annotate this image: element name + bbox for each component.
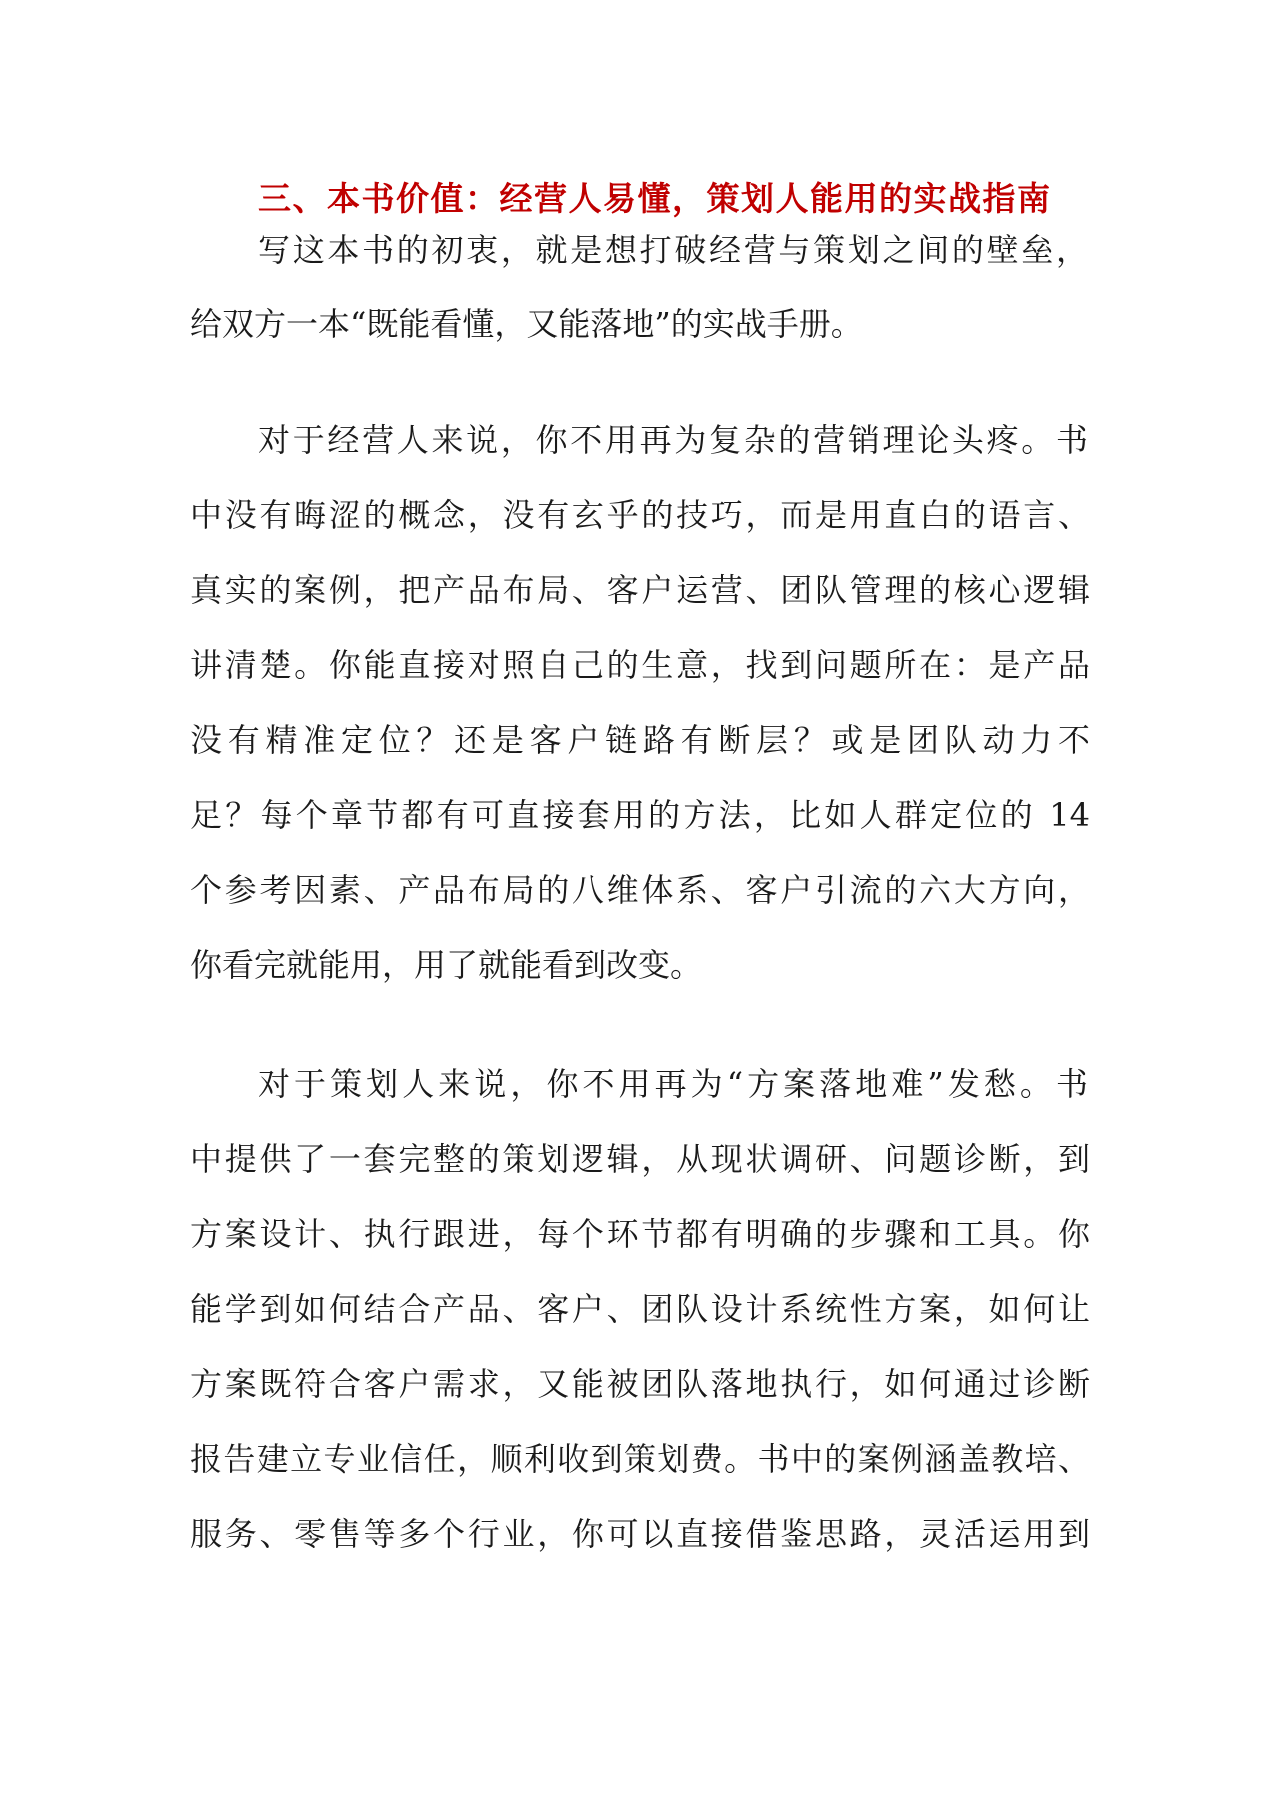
paragraph-3-line-7: 服务、零售等多个行业，你可以直接借鉴思路，灵活运用到 — [190, 1515, 1090, 1553]
paragraph-1-line-1: 写这本书的初衷，就是想打破经营与策划之间的壁垒， — [258, 231, 1088, 269]
paragraph-2-line-2: 中没有晦涩的概念，没有玄乎的技巧，而是用直白的语言、 — [190, 496, 1090, 534]
paragraph-3-line-3: 方案设计、执行跟进，每个环节都有明确的步骤和工具。你 — [190, 1215, 1090, 1253]
section-heading: 三、本书价值：经营人易懂，策划人能用的实战指南 — [258, 179, 1052, 218]
paragraph-2-line-5: 没有精准定位？还是客户链路有断层？或是团队动力不 — [190, 721, 1090, 759]
paragraph-3-line-2: 中提供了一套完整的策划逻辑，从现状调研、问题诊断，到 — [190, 1140, 1090, 1178]
paragraph-3-line-1: 对于策划人来说，你不用再为“方案落地难”发愁。书 — [258, 1065, 1088, 1103]
paragraph-2-line-3: 真实的案例，把产品布局、客户运营、团队管理的核心逻辑 — [190, 571, 1090, 609]
paragraph-1-line-2: 给双方一本“既能看懂，又能落地”的实战手册。 — [190, 305, 863, 343]
paragraph-3-line-4: 能学到如何结合产品、客户、团队设计系统性方案，如何让 — [190, 1290, 1090, 1328]
paragraph-3-line-6: 报告建立专业信任，顺利收到策划费。书中的案例涵盖教培、 — [190, 1440, 1090, 1478]
paragraph-2-line-7: 个参考因素、产品布局的八维体系、客户引流的六大方向， — [190, 871, 1090, 909]
paragraph-2-line-8: 你看完就能用，用了就能看到改变。 — [190, 946, 703, 984]
paragraph-2-line-1: 对于经营人来说，你不用再为复杂的营销理论头疼。书 — [258, 421, 1088, 459]
paragraph-2-line-6: 足？每个章节都有可直接套用的方法，比如人群定位的 14 — [190, 796, 1090, 834]
paragraph-3-line-5: 方案既符合客户需求，又能被团队落地执行，如何通过诊断 — [190, 1365, 1090, 1403]
paragraph-2-line-4: 讲清楚。你能直接对照自己的生意，找到问题所在：是产品 — [190, 646, 1090, 684]
